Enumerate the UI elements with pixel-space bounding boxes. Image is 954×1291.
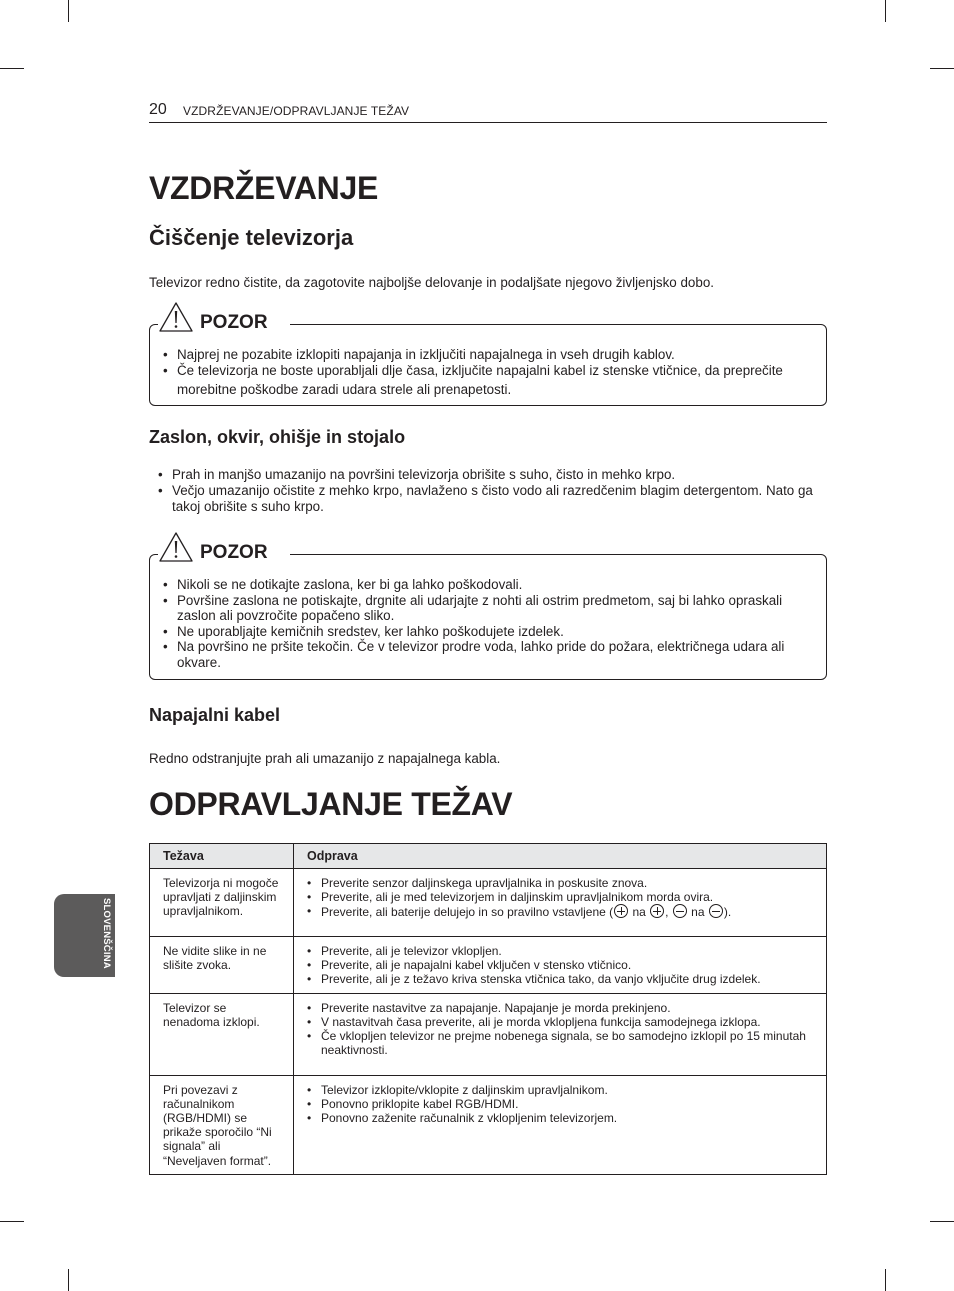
language-tab — [54, 894, 115, 977]
section-title-troubleshooting: ODPRAVLJANJE TEŽAV — [149, 786, 513, 822]
list-item: • Površine zaslona ne potiskajte, drgnite ali udarjajte z nohti ali ostrim predmetom, saj bi lahko opraskali zaslon ali povzročite popačeno sliko. — [162, 593, 802, 624]
list-item — [307, 904, 816, 919]
caution-list — [162, 347, 812, 399]
list-item: • Večjo umazanijo očistite z mehko krpo, navlaženo s čisto vodo ali razredčenim blagim detergentom. Nato ga takoj obrišite s suho krpo. — [158, 483, 818, 515]
list-item: • Preverite senzor daljinskega upravljalnika in poskusite znova. — [307, 876, 816, 890]
crop-mark — [885, 1269, 886, 1291]
problem-cell: Ne vidite slike in ne slišite zvoka. — [150, 937, 294, 994]
caution-label: POZOR — [200, 312, 268, 333]
cleaning-intro: Televizor redno čistite, da zagotovite najboljše delovanje in podaljšate njegovo življenjsko dobo. — [149, 275, 714, 290]
list-item: • Če televizorja ne boste uporabljali dlje časa, izključite napajalni kabel iz stenske vtičnice, da preprečite morebitne poškodbe zaradi udara strele ali prenapetosti. — [162, 361, 812, 399]
crop-mark — [0, 68, 24, 69]
list-item: • Nikoli se ne dotikajte zaslona, ker bi ga lahko poškodovali. — [162, 577, 802, 593]
problem-cell: Pri povezavi z računalnikom (RGB/HDMI) se prikaže sporočilo “Ni signala” ali “Neveljaven format”. — [150, 1075, 294, 1174]
minus-icon — [673, 904, 687, 918]
caution-heading — [158, 529, 290, 563]
screen-cleaning-list — [158, 467, 818, 515]
battery-text: na — [687, 905, 708, 920]
problem-cell: Televizor se nenadoma izklopi. — [150, 993, 294, 1075]
table-row — [150, 937, 827, 994]
list-item: • Ponovno zaženite računalnik z vklopljenim televizorjem. — [307, 1111, 816, 1125]
list-item: • Najprej ne pozabite izklopiti napajanja in izključiti napajalnega in vseh drugih kablov. — [162, 347, 812, 363]
troubleshooting-table — [149, 843, 827, 1175]
solution-cell — [294, 869, 827, 937]
list-item: • Preverite, ali je napajalni kabel vključen v stensko vtičnico. — [307, 958, 816, 972]
caution-heading — [158, 299, 290, 333]
crop-mark — [930, 68, 954, 69]
list-item: • Na površino ne pršite tekočin. Če v televizor prodre voda, lahko pride do požara, električnega udara ali okvare. — [162, 639, 802, 670]
solution-cell — [294, 1075, 827, 1174]
table-row — [150, 1075, 827, 1174]
page-number: 20 — [149, 101, 167, 118]
plus-icon — [614, 904, 628, 918]
list-item: • Preverite nastavitve za napajanje. Napajanje je morda prekinjeno. — [307, 1001, 816, 1015]
subsection-title-power-cable: Napajalni kabel — [149, 705, 281, 725]
caution-box — [149, 312, 827, 406]
solution-cell — [294, 993, 827, 1075]
table-row — [150, 993, 827, 1075]
solution-cell — [294, 937, 827, 994]
problem-cell: Televizorja ni mogoče upravljati z daljinskim upravljalnikom. — [150, 869, 294, 937]
crop-mark — [68, 0, 69, 22]
table-header-row — [150, 844, 827, 869]
column-header-problem: Težava — [150, 844, 294, 869]
list-item: • Preverite, ali je med televizorjem in daljinskim upravljalnikom morda ovira. — [307, 890, 816, 904]
battery-text: , — [665, 905, 672, 920]
subsection-title-cleaning: Čiščenje televizorja — [149, 225, 354, 250]
battery-text: ). — [723, 905, 732, 920]
section-title-maintenance: VZDRŽEVANJE — [149, 170, 379, 206]
list-item: • Ne uporabljajte kemičnih sredstev, ker lahko poškodujete izdelek. — [162, 624, 802, 640]
power-cable-text: Redno odstranjujte prah ali umazanijo z napajalnega kabla. — [149, 751, 501, 766]
battery-text: Preverite, ali baterije delujejo in so pravilno vstavljene ( — [321, 905, 614, 920]
list-item: • Ponovno priklopite kabel RGB/HDMI. — [307, 1097, 816, 1111]
caution-box — [149, 542, 827, 680]
table-row — [150, 869, 827, 937]
warning-icon — [158, 531, 194, 563]
battery-text: na — [629, 905, 650, 920]
caution-label: POZOR — [200, 542, 268, 563]
crop-mark — [68, 1269, 69, 1291]
list-item: • Preverite, ali je televizor vklopljen. — [307, 944, 816, 958]
list-item: • Preverite, ali je z težavo kriva stenska vtičnica tako, da vanjo vključite drug izdelek. — [307, 972, 816, 986]
crop-mark — [930, 1221, 954, 1222]
caution-list — [162, 577, 802, 670]
list-item: • V nastavitvah časa preverite, ali je morda vklopljena funkcija samodejnega izklopa. — [307, 1015, 816, 1029]
crop-mark — [0, 1221, 24, 1222]
warning-icon — [158, 301, 194, 333]
list-item: • Prah in manjšo umazanijo na površini televizorja obrišite s suho, čisto in mehko krpo. — [158, 467, 818, 483]
plus-icon — [650, 904, 664, 918]
list-item: • Če vklopljen televizor ne prejme nobenega signala, se bo samodejno izklopil po 15 minutah neaktivnosti. — [307, 1029, 816, 1057]
page-header — [149, 101, 827, 123]
running-title: VZDRŽEVANJE/ODPRAVLJANJE TEŽAV — [183, 104, 410, 118]
subsection-title-screen: Zaslon, okvir, ohišje in stojalo — [149, 427, 406, 447]
minus-icon — [709, 904, 723, 918]
list-item: • Televizor izklopite/vklopite z daljinskim upravljalnikom. — [307, 1083, 816, 1097]
column-header-solution: Odprava — [294, 844, 827, 869]
crop-mark — [885, 0, 886, 22]
language-tab-label: SLOVENŠČINA — [101, 898, 112, 969]
